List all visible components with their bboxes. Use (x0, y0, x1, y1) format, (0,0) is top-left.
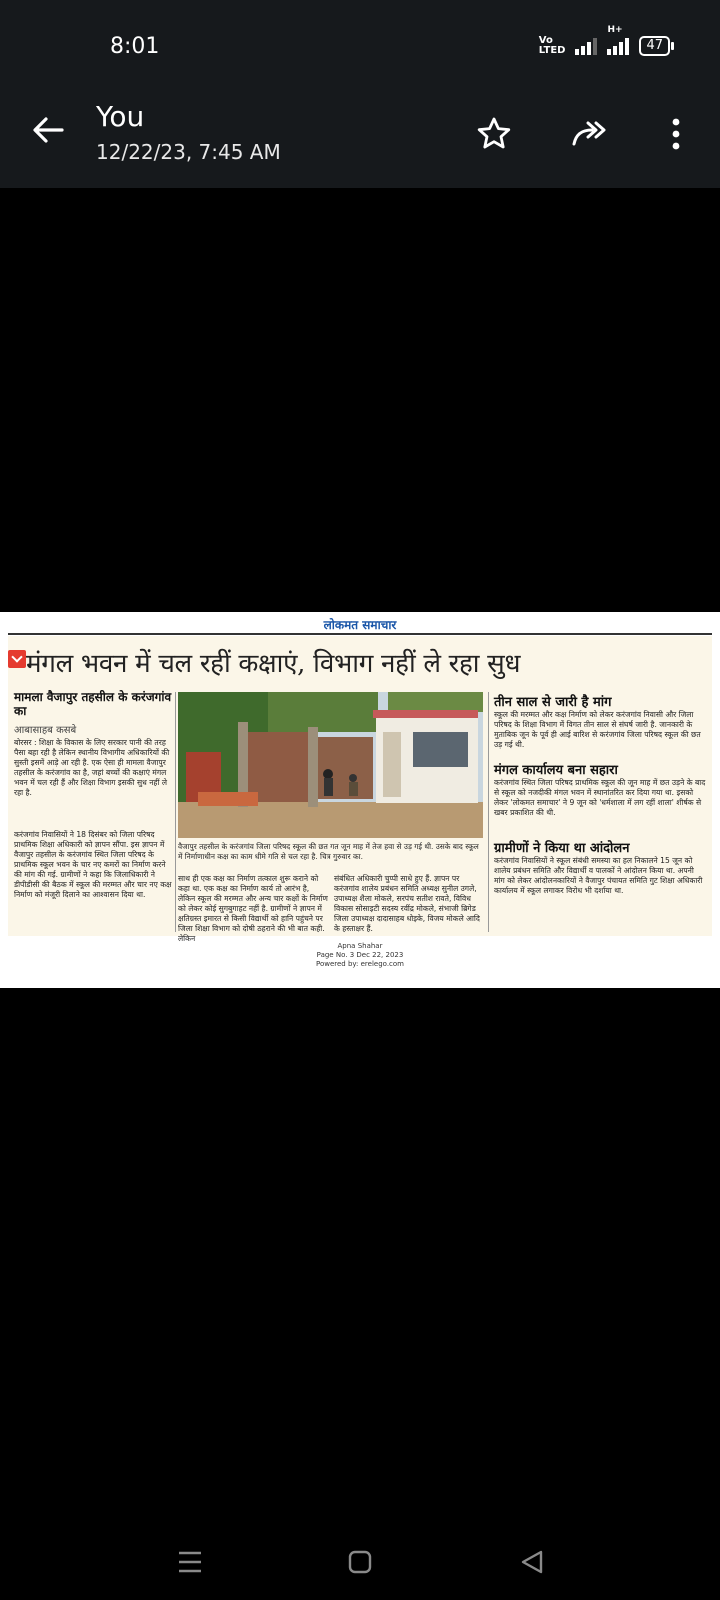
photo-caption: वैजापुर तहसील के करंजगांव जिला परिषद स्कूल की छत गत जून माह में तेज हवा से उड़ गई थी. उसके बाद स्कूल में निर्माणाधीन कक्ष का काम धीमे गति से चल रहा है. चित्र गुरुवार का. (178, 842, 479, 861)
recents-icon[interactable] (176, 1548, 204, 1576)
more-vert-icon[interactable] (656, 114, 696, 154)
article-area (8, 636, 712, 943)
right-column-divider (488, 692, 489, 932)
school-construction-photo (178, 692, 483, 838)
signal-1-icon (575, 37, 597, 55)
status-time: 8:01 (110, 34, 160, 59)
byline: आबासाहब कसबे (14, 725, 77, 736)
footer-powered-by: Powered by: erelego.com (315, 960, 404, 968)
data-type-label: H+ (607, 25, 623, 35)
footer-section: Apna Shahar (337, 942, 383, 950)
right-subhead-1: तीन साल से जारी है मांग (494, 695, 612, 710)
back-triangle-icon[interactable] (518, 1548, 546, 1576)
newspaper-masthead: लोकमत समाचार (323, 618, 397, 632)
app-bar (0, 90, 720, 188)
right-subhead-3: ग्रामीणों ने किया था आंदोलन (494, 841, 630, 856)
volte-bottom: LTED (538, 45, 566, 56)
footer-page-date: Page No. 3 Dec 22, 2023 (316, 951, 404, 959)
headline-badge-icon (8, 650, 26, 668)
left-paragraph-1: बोरसर : शिक्षा के विकास के लिए सरकार पानी की तरह पैसा बहा रही है लेकिन स्थानीय विभागीय अधिकारियों की सुस्ती इसमें आड़े आ रही है. एक ऐसा ही मामला वैजापुर तहसील के करंजगांव का है, जहां बच्चों की कक्षाएं मंगल भवन में चल रही हैं और शिक्षा विभाग इसकी सुध नहीं ले रहा है. (14, 738, 170, 797)
left-paragraph-2: करंजगांव निवासियों ने 18 दिसंबर को जिला परिषद प्राथमिक शिक्षा अधिकारी को ज्ञापन सौंपा. इस ज्ञापन में वैजापुर तहसील के करंजगांव स्थित जिला परिषद के प्राथमिक स्कूल भवन के चार नए कमरों का निर्माण करने की मांग की गई. ग्रामीणों ने कहा कि जिलाधिकारी ने डीपीडीसी की बैठक में स्कूल की मरम्मत और चार नए कक्ष निर्माण को मंजूरी दिलाने का आश्वासन दिया था. (14, 830, 172, 899)
home-icon[interactable] (346, 1548, 374, 1576)
volte-top: Vo (538, 35, 553, 46)
column-divider (175, 692, 176, 932)
right-subhead-2: मंगल कार्यालय बना सहारा (494, 763, 618, 778)
article-headline: मंगल भवन में चल रहीं कक्षाएं, विभाग नहीं ले रहा सुध (26, 649, 521, 679)
signal-2-icon (607, 25, 629, 55)
right-paragraph-1: स्कूल की मरम्मत और कक्ष निर्माण को लेकर करंजगांव निवासी और जिला परिषद के शिक्षा विभाग में विगत तीन साल से संघर्ष जारी है. जानकारी के मुताबिक जून के पूर्व ही आई बारिश से करंजगांव जिला परिषद स्कूल की छत उड़ गई थी. (494, 710, 701, 749)
middle-column-2: संबंधित अधिकारी चुप्पी साधे हुए हैं. ज्ञापन पर करंजगांव शालेय प्रबंधन समिति अध्यक्ष सुनील उगले, उपाध्यक्ष शैला मोकले, सरपंच सतीश रावते, विविध विकास सोसाइटी सदस्य रवींद्र मोकले, संभाजी ब्रिगेड जिला उपाध्यक्ष दादासाहब धोइके, विजय मोकले आदि के हस्ताक्षर हैं. (334, 874, 480, 933)
newspaper-clipping (8, 612, 712, 988)
battery-level: 47 (646, 38, 663, 53)
right-paragraph-2: करंजगांव स्थित जिला परिषद प्राथमिक स्कूल की जून माह में छत उड़ने के बाद से स्कूल को नजदीकी मंगल भवन में स्थानांतरित कर दिया गया था. इसको लेकर 'लोकमत समाचार' ने 9 जून को 'धर्मशाला में लग रहीं शाला' शीर्षक से खबर प्रकाशित की थी. (494, 778, 706, 817)
left-subhead: मामला वैजापुर तहसील के करंजगांव का (14, 690, 172, 718)
status-bar (0, 0, 720, 90)
message-timestamp: 12/22/23, 7:45 AM (96, 140, 281, 164)
image-viewer[interactable] (0, 612, 720, 988)
volte-indicator (539, 36, 566, 56)
back-arrow-icon[interactable] (28, 110, 68, 150)
battery-icon (639, 36, 670, 56)
right-paragraph-3: करंजगांव निवासियों ने स्कूल संबंधी समस्या का हल निकालने 15 जून को शालेय प्रबंधन समिति और विद्यार्थी व पालकों ने आंदोलन किया था. अपनी मांग को लेकर आंदोलनकारियों ने वैजापुर पंचायत समिति गुट शिक्षा अधिकारी कार्यालय में स्कूल लगाकर विरोध भी दर्शाया था. (494, 856, 703, 895)
status-icons (538, 25, 670, 56)
forward-icon[interactable] (570, 114, 610, 154)
star-icon[interactable] (474, 114, 514, 154)
navigation-bar (0, 1520, 720, 1600)
middle-column-1: साथ ही एक कक्ष का निर्माण तत्काल शुरू कराने को कहा था. एक कक्ष का निर्माण कार्य तो आरंभ है, लेकिन स्कूल की मरम्मत और अन्य चार कक्षों के निर्माण को लेकर कोई सुगबुगाहट नहीं है. ग्रामीणों ने ज्ञापन में क्षतिग्रस्त इमारत से किसी विद्यार्थी को हानि पहुंचने पर जिला शिक्षा विभाग को दोषी ठहराने की भी बात कही. लेकिन (178, 874, 328, 943)
masthead-rule (8, 633, 712, 635)
sender-title: You (96, 100, 145, 133)
clipping-footer (8, 942, 712, 969)
